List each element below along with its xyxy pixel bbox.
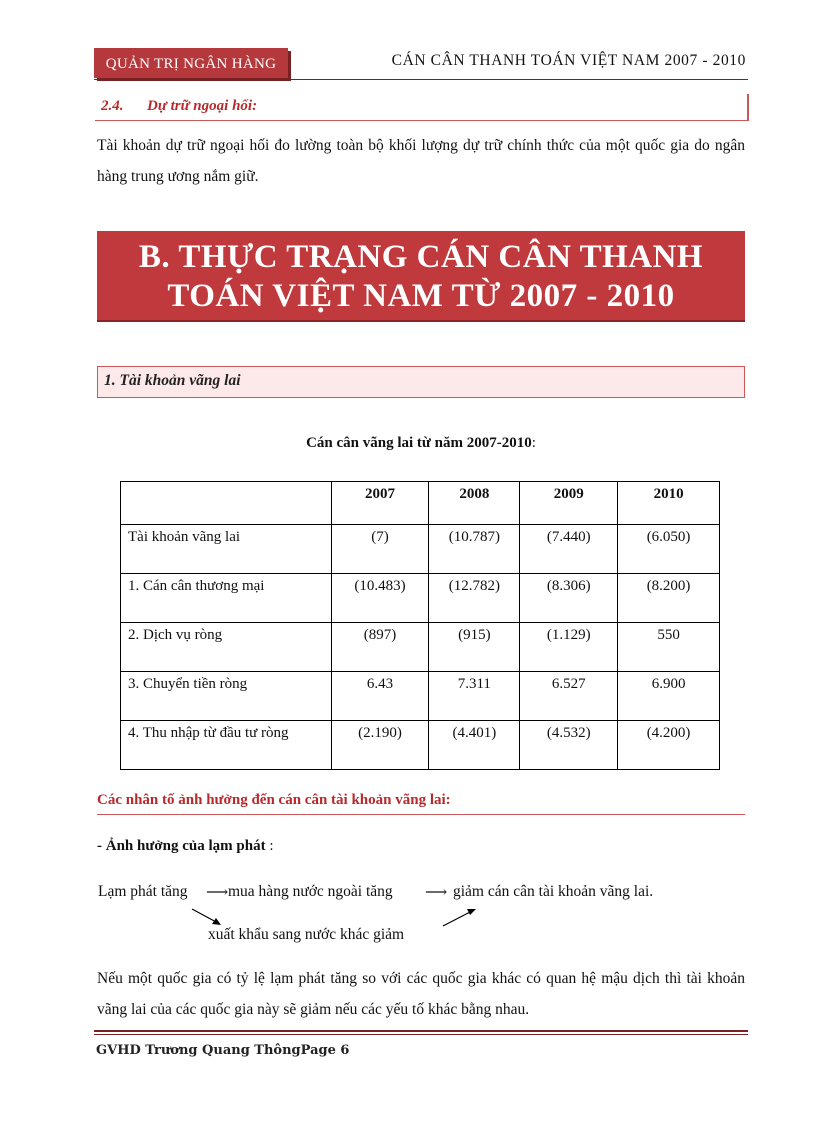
section-title: Dự trữ ngoại hối:	[147, 98, 258, 114]
banner-line-2: TOÁN VIỆT NAM TỪ 2007 - 2010	[167, 278, 675, 314]
section-number: 2.4.	[101, 98, 124, 114]
table-cell: (7)	[331, 525, 429, 574]
table-cell: (2.190)	[331, 721, 429, 770]
table-cell: (10.787)	[429, 525, 520, 574]
row-label: Tài khoản vãng lai	[121, 525, 332, 574]
table-cell: 7.311	[429, 672, 520, 721]
inflation-subheading	[97, 838, 274, 855]
row-label: 4. Thu nhập từ đầu tư ròng	[121, 721, 332, 770]
reserve-paragraph: Tài khoản dự trữ ngoại hối đo lường toàn bộ khối lượng dự trữ chính thức của một quốc gia do ngân hàng trung ương nắm giữ.	[97, 137, 745, 185]
table-cell: (12.782)	[429, 574, 520, 623]
table-title	[97, 435, 745, 452]
table-title-colon: :	[531, 435, 536, 451]
row-label: 3. Chuyển tiền ròng	[121, 672, 332, 721]
table-cell: (915)	[429, 623, 520, 672]
subheading-colon: :	[269, 838, 274, 854]
chapter-banner	[97, 231, 745, 320]
table-header-cell: 2008	[429, 482, 520, 525]
table-cell: (8.200)	[618, 574, 720, 623]
footer-rule-thin	[94, 1034, 748, 1035]
section-1-title: 1. Tài khoản vãng lai	[104, 372, 241, 389]
header-rule	[94, 79, 748, 80]
table-cell: (4.200)	[618, 721, 720, 770]
table-cell: (897)	[331, 623, 429, 672]
header-title: CÁN CÂN THANH TOÁN VIỆT NAM 2007 - 2010	[391, 52, 746, 69]
section-2-4-heading	[95, 94, 749, 121]
flow-arrow-icon: ⟶	[206, 884, 229, 901]
header-tag: QUẢN TRỊ NGÂN HÀNG	[94, 48, 288, 78]
table-row	[121, 525, 720, 574]
table-row	[121, 721, 720, 770]
table-cell: (4.532)	[520, 721, 618, 770]
table-cell: 6.43	[331, 672, 429, 721]
table-cell: (7.440)	[520, 525, 618, 574]
subheading-text: - Ảnh hưởng của lạm phát	[97, 838, 266, 854]
diagonal-up-arrow-icon	[440, 906, 480, 930]
table-cell: 6.900	[618, 672, 720, 721]
table-cell: (6.050)	[618, 525, 720, 574]
footer-text: GVHD Trương Quang ThôngPage 6	[96, 1043, 350, 1058]
factors-heading: Các nhân tố ảnh hưởng đến cán cân tài khoản vãng lai:	[97, 792, 745, 815]
flow-branch: xuất khẩu sang nước khác giảm	[208, 926, 405, 943]
flow-step-2: mua hàng nước ngoài tăng	[228, 883, 393, 900]
table-row	[121, 623, 720, 672]
footer-rule	[94, 1030, 748, 1032]
row-label: 2. Dịch vụ ròng	[121, 623, 332, 672]
table-header-row	[121, 482, 720, 525]
table-header-cell: 2009	[520, 482, 618, 525]
inflation-paragraph: Nếu một quốc gia có tỷ lệ lạm phát tăng so với các quốc gia khác có quan hệ mậu dịch thì tài khoản vãng lai của các quốc gia này sẽ giảm nếu các yếu tố khác bằng nhau.	[97, 970, 745, 1018]
current-account-table	[120, 481, 720, 770]
flow-arrow-icon: ⟶	[425, 884, 448, 901]
table-cell: 550	[618, 623, 720, 672]
table-header-cell: 2007	[331, 482, 429, 525]
section-1-heading	[97, 366, 745, 398]
table-cell: (10.483)	[331, 574, 429, 623]
row-label: 1. Cán cân thương mại	[121, 574, 332, 623]
table-header-cell	[121, 482, 332, 525]
table-cell: (4.401)	[429, 721, 520, 770]
table-cell: 6.527	[520, 672, 618, 721]
table-header-cell: 2010	[618, 482, 720, 525]
diagonal-down-arrow-icon	[190, 906, 224, 928]
table-title-text: Cán cân vãng lai từ năm 2007-2010	[306, 435, 532, 451]
table-row	[121, 574, 720, 623]
flow-step-3: giảm cán cân tài khoản vãng lai.	[453, 883, 654, 900]
table-cell: (8.306)	[520, 574, 618, 623]
table-row	[121, 672, 720, 721]
table-cell: (1.129)	[520, 623, 618, 672]
flow-step-1: Lạm phát tăng	[98, 883, 188, 900]
banner-line-1: B. THỰC TRẠNG CÁN CÂN THANH	[138, 239, 704, 275]
